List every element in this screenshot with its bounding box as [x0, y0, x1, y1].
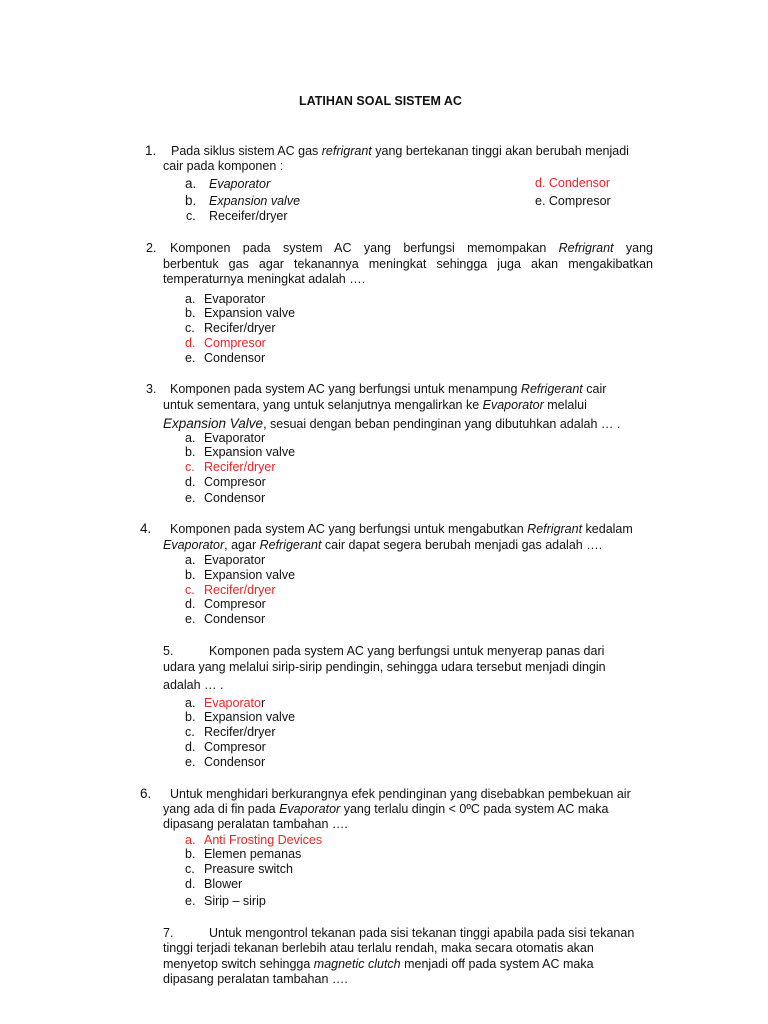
option-letter: a.: [185, 833, 196, 847]
question-text: udara yang melalui sirip-sirip pendingin, sehingga udara tersebut menjadi dingin: [163, 660, 606, 674]
question-number: 1.: [145, 143, 157, 158]
option-d: Blower: [204, 877, 243, 891]
option-b: Expansion valve: [209, 194, 301, 208]
option-letter: b.: [185, 710, 196, 724]
option-e: e. Compresor: [535, 194, 611, 208]
option-c: Recifer/dryer: [204, 725, 276, 739]
question-text: Untuk menghidari berkurangnya efek pendinginan yang disebabkan pembekuan air: [170, 787, 631, 801]
option-b: Elemen pemanas: [204, 847, 302, 861]
option-letter: c.: [186, 209, 196, 223]
question-number: 4.: [140, 521, 152, 536]
option-letter: b.: [185, 568, 196, 582]
option-letter: d.: [185, 475, 196, 489]
question-text: adalah … .: [163, 678, 224, 692]
option-letter: c.: [185, 725, 195, 739]
question-text: untuk sementara, yang untuk selanjutnya mengalirkan ke Evaporator melalui: [163, 398, 587, 412]
option-letter: c.: [185, 583, 195, 597]
option-letter: e.: [185, 491, 196, 505]
option-d: Compresor: [204, 597, 266, 611]
question-text: Komponen pada system AC yang berfungsi untuk mengabutkan Refrigrant kedalam: [170, 522, 633, 536]
option-letter: c.: [185, 460, 195, 474]
option-letter: d.: [185, 336, 196, 350]
option-a: Evaporator: [204, 292, 266, 306]
option-letter: d.: [185, 740, 196, 754]
option-e: Condensor: [204, 351, 266, 365]
option-b: Expansion valve: [204, 445, 296, 459]
question-text: Pada siklus sistem AC gas refrigrant yang bertekanan tinggi akan berubah menjadi: [171, 144, 629, 158]
option-c: Preasure switch: [204, 862, 293, 876]
option-e: Condensor: [204, 612, 266, 626]
option-letter: c.: [185, 321, 195, 335]
option-letter: e.: [185, 755, 196, 769]
question-text: tinggi terjadi tekanan berlebih atau terlalu rendah, maka secara otomatis akan: [163, 941, 594, 955]
question-text: Untuk mengontrol tekanan pada sisi tekanan tinggi apabila pada sisi tekanan: [209, 926, 635, 940]
option-letter: a.: [185, 553, 196, 567]
option-letter: d.: [185, 597, 196, 611]
question-text: yang ada di fin pada Evaporator yang terlalu dingin < 0ºC pada system AC maka: [163, 802, 609, 816]
question-number: 3.: [146, 382, 157, 396]
option-e: Condensor: [204, 491, 266, 505]
option-letter: a.: [185, 431, 196, 445]
question-number: 5.: [163, 644, 174, 658]
question-text: Komponen pada system AC yang berfungsi memompakan Refrigrant yang: [170, 241, 653, 255]
question-number: 6.: [140, 786, 152, 801]
option-letter: a.: [185, 696, 196, 710]
option-a: Evaporator: [204, 431, 266, 445]
question-text: Komponen pada system AC yang berfungsi untuk menampung Refrigerant cair: [170, 382, 607, 396]
option-b: Expansion valve: [204, 710, 296, 724]
option-d-answer: d. Condensor: [535, 176, 611, 190]
question-text: dipasang peralatan tambahan ….: [163, 972, 348, 986]
option-letter: a.: [185, 176, 197, 191]
option-a: Evaporator: [209, 177, 271, 191]
option-a: Evaporator: [204, 553, 266, 567]
option-c-answer: Recifer/dryer: [204, 460, 276, 474]
question-text: dipasang peralatan tambahan ….: [163, 817, 348, 831]
option-letter: a.: [185, 292, 196, 306]
question-text: berbentuk gas agar tekanannya meningkat sehingga juga akan mengakibatkan: [163, 257, 653, 271]
option-letter: e.: [185, 894, 196, 908]
question-text: Komponen pada system AC yang berfungsi untuk menyerap panas dari: [209, 644, 605, 658]
option-letter: c.: [185, 862, 195, 876]
option-letter: b.: [185, 445, 196, 459]
option-d-answer: Compresor: [204, 336, 266, 350]
question-text: temperaturnya meningkat adalah ….: [163, 272, 366, 286]
option-d: Compresor: [204, 740, 266, 754]
option-a-answer: Evaporator: [204, 696, 266, 710]
option-letter: d.: [185, 877, 196, 891]
option-a-answer: Anti Frosting Devices: [204, 833, 323, 847]
question-number: 7.: [163, 926, 174, 940]
question-number: 2.: [146, 241, 157, 255]
question-text: Expansion Valve, sesuai dengan beban pendinginan yang dibutuhkan adalah … .: [163, 416, 621, 431]
option-letter: e.: [185, 351, 196, 365]
option-letter: b.: [185, 193, 197, 208]
option-d: Compresor: [204, 475, 266, 489]
option-e: Sirip – sirip: [204, 894, 266, 908]
option-c: Receifer/dryer: [209, 209, 288, 223]
page-title: LATIHAN SOAL SISTEM AC: [299, 94, 462, 108]
option-c: Recifer/dryer: [204, 321, 276, 335]
option-b: Expansion valve: [204, 568, 296, 582]
option-letter: b.: [185, 306, 196, 320]
option-letter: b.: [185, 847, 196, 861]
option-b: Expansion valve: [204, 306, 296, 320]
question-text: cair pada komponen :: [163, 159, 284, 173]
option-c-answer: Recifer/dryer: [204, 583, 276, 597]
option-e: Condensor: [204, 755, 266, 769]
option-letter: e.: [185, 612, 196, 626]
question-text: Evaporator, agar Refrigerant cair dapat segera berubah menjadi gas adalah ….: [163, 538, 603, 552]
question-text: menyetop switch sehingga magnetic clutch menjadi off pada system AC maka: [163, 957, 594, 971]
